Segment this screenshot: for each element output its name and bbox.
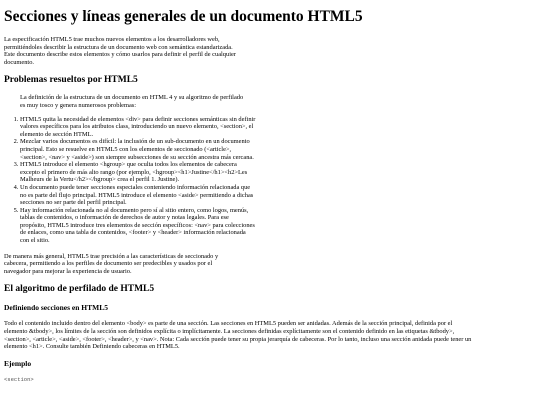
intro-paragraph: La especificación HTML5 trae muchos nuevos elementos a los desarrolladores web, permitiéndoles describir la estructura de un documento web con semántica estandarizada. Este documento describe estos elementos y cómo usarlos para definir el perfil de cualquier documento.: [4, 36, 236, 66]
problems-closing: De manera más general, HTML5 trae precisión a las características de seccionado y cabecera, permitiendo a los perfiles de documento ser predecibles y usados por el navegador para mejorar la experiencia de usuario.: [4, 252, 219, 275]
example-code: <section>: [4, 375, 34, 383]
problems-lead: La definición de la estructura de un documento en HTML 4 y su algoritmo de perfilado es muy tosco y genera numerosos problemas:: [20, 94, 244, 109]
defining-sections-paragraph: Todo el contenido incluido dentro del elemento <body> es parte de una sección. Las secciones en HTML5 pueden ser anidadas. Además de la sección principal, definida por el elemento &tbody>, los límites de la sección son definidos explícita o implícitamente. La secciones definidas explícitamente son el contenido definido en las etiquetas &tbody>, <section>, <article>, <aside>, <footer>, <header>, y <nav>. Nota: Cada sección puede tener su propia jerarquía de cabeceras. Por lo tanto, incluso una sección anidada puede tener un elemento <h1>. Consulte también Definiendo cabeceras en HTML5.: [4, 320, 472, 351]
list-item: 5. Hay información relacionada no al documento pero sí al sitio entero, como logos, menús, tablas de contenidos, o información de derechos de autor y notas legales. Para ese propósito, HTML5 introduce tres elementos de sección específicos: <nav> para colecciones de enlaces, como una tabla de contenidos, <footer> y <header> información relacionada con el sitio.: [20, 207, 256, 245]
list-item: 1. HTML5 quita la necesidad de elementos <div> para definir secciones semánticas sin definir valores específicos para los atributos class, introduciendo un nuevo elemento, <section>, el elemento de sección HTML.: [20, 116, 256, 139]
section-heading-algorithm: El algoritmo de perfilado de HTML5: [4, 284, 155, 295]
list-item: 2. Mezclar varios documentos es difícil: la inclusión de un sub-documento en un documento principal. Esto se resuelve en HTML5 con los elementos de seccionado (<article>, <section>, <nav> y <aside>) son siempre subsecciones de su sección ancestra más cercana.: [20, 138, 256, 161]
list-item: 4. Un documento puede tener secciones especiales conteniendo información relacionada que no es parte del flujo principal. HTML5 introduce el elemento <aside> permitiendo a dichas secciones no ser parte del perfil principal.: [20, 184, 256, 207]
subheading-example: Ejemplo: [4, 358, 32, 368]
subheading-defining-sections: Definiendo secciones en HTML5: [4, 303, 108, 313]
problems-list: [4, 116, 256, 245]
section-heading-problems: Problemas resueltos por HTML5: [4, 75, 138, 86]
page-title: Secciones y líneas generales de un documento HTML5: [4, 8, 363, 25]
list-item: 3. HTML5 introduce el elemento <hgroup> que oculta todos los elementos de cabecera excepto el primero de más alto rango (por ejemplo, <hgroup><h1>Justine</h1><h2>Les Malheurs de la Vertu</h2></hgroup> crea el perfil 1. Justine).: [20, 161, 256, 184]
